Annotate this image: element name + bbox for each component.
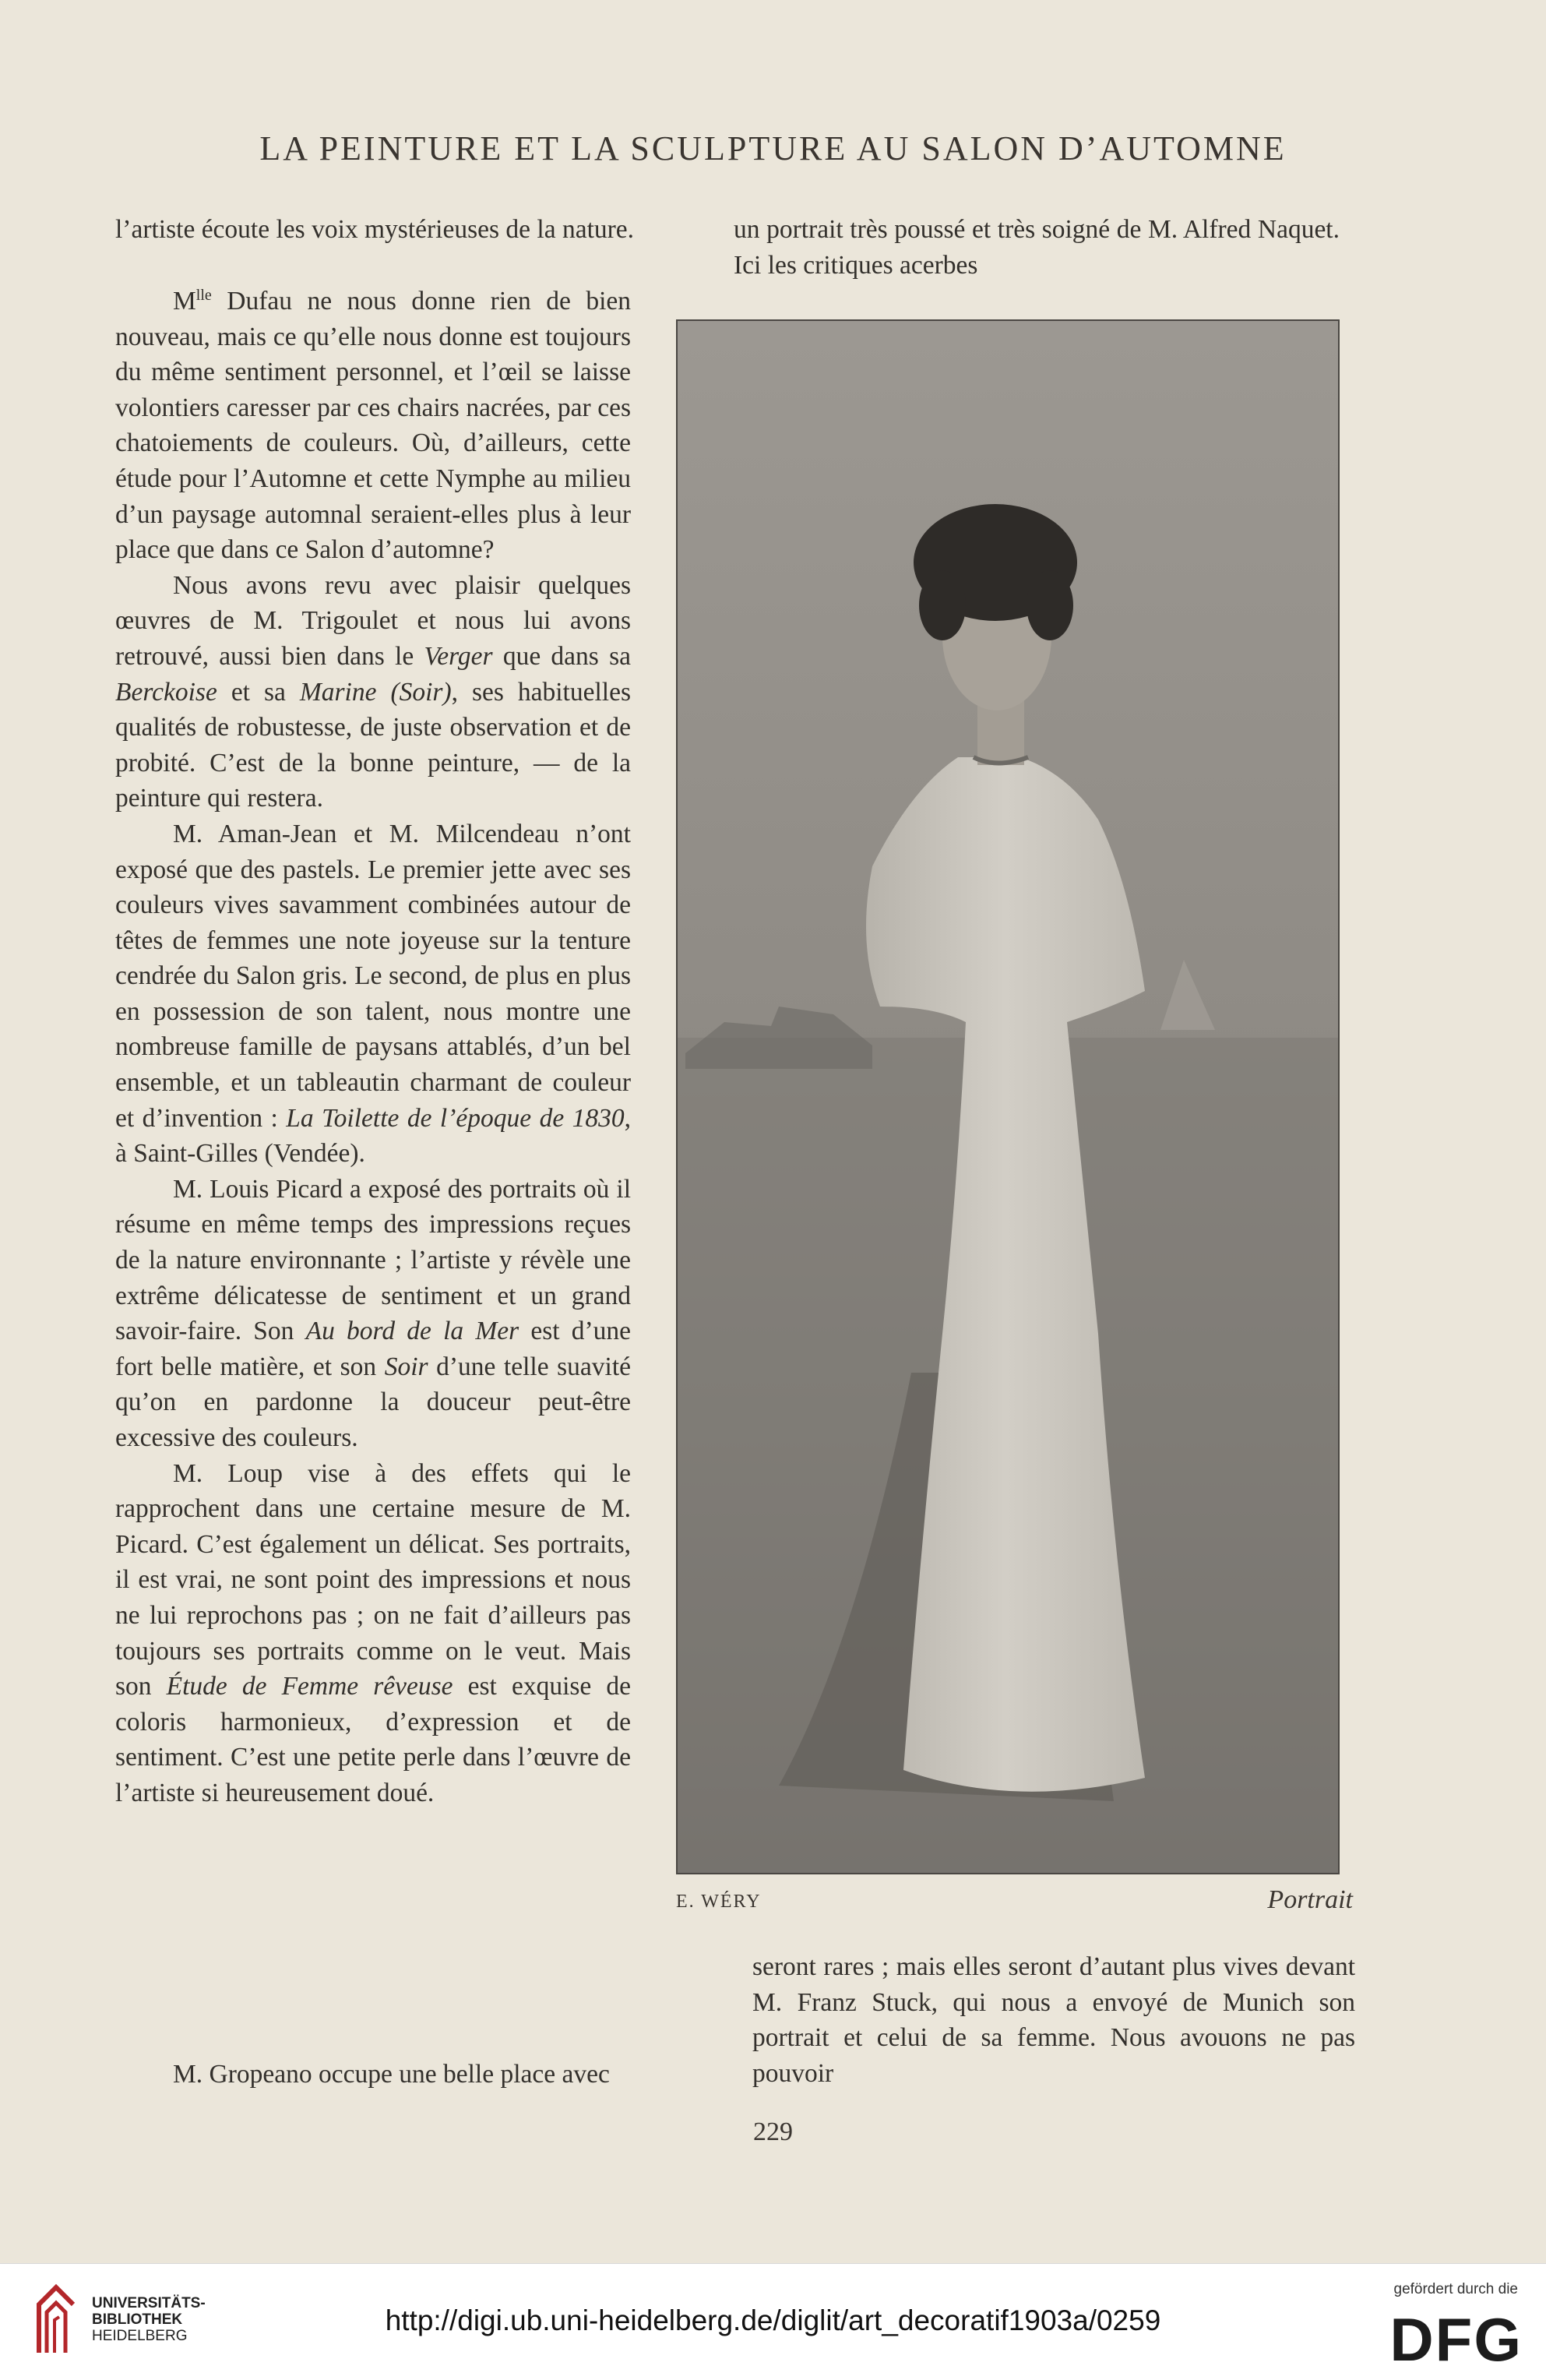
text-run: Nous avons revu avec plaisir quelques œuvres de M. Trigoulet et nous lui avons retrouvé, aussi bien dans le: [115, 570, 631, 671]
permalink[interactable]: http://digi.ub.uni-heidelberg.de/diglit/art_decoratif1903a/0259: [385, 2304, 1161, 2336]
dfg-logo: DFG: [1389, 2305, 1523, 2374]
paragraph-intro: l’artiste écoute les voix mystérieuses de la nature.: [115, 215, 635, 244]
paragraph-trigoulet: [115, 568, 631, 816]
text-run: est exquise de coloris harmonieux, d’expression et de sentiment. C’est une petite perle dans l’œuvre de l’artiste si heureusement doué.: [115, 1672, 631, 1807]
library-line: HEIDELBERG: [92, 2328, 188, 2344]
left-column: [115, 212, 713, 248]
paragraph-aman-jean: [115, 816, 631, 1172]
page-number: 229: [753, 2117, 793, 2146]
caption-title: Portrait: [1267, 1885, 1353, 1914]
artwork-title: La Toilette de l’époque de 1830: [286, 1103, 625, 1133]
library-line: BIBLIOTHEK: [92, 2311, 183, 2328]
text-run: que dans sa: [502, 641, 631, 671]
text-run: , à Saint-Gilles (Vendée).: [115, 1103, 632, 1169]
text-run: d’une telle suavité qu’on en pardonne la douceur peut-être excessive des couleurs.: [115, 1352, 632, 1452]
artwork-title: Marine (Soir): [299, 677, 452, 707]
text-run: , ses habituelles qualités de robustesse, de juste observation et de probité. C’est de la bonne peinture, — de la peinture qui restera.: [115, 677, 631, 813]
portrait-image: [678, 321, 1338, 1873]
artwork-title: Berckoise: [115, 677, 217, 707]
portrait-figure: [676, 319, 1340, 1874]
text-run: est d’une fort belle matière, et son: [115, 1317, 632, 1381]
title-prefix: M: [173, 287, 196, 316]
artwork-title: Étude de Femme rêveuse: [166, 1672, 453, 1701]
paragraph-dufau: [115, 284, 631, 568]
left-column-narrow: [115, 284, 631, 1811]
funder-note: gefördert durch die: [1393, 2281, 1518, 2297]
text-run: M. Louis Picard a exposé des portraits où il résume en même temps des impressions reçues de la nature environnante ; l’artiste y révèle une extrême délicatesse de sentiment et un grand savoir-faire. Son: [115, 1174, 631, 1346]
text-run: M. Loup vise à des effets qui le rapprochent dans une certaine mesure de M. Picard. C’est également un délicat. Ses portraits, il est vrai, ne sont point des impressions et nous ne lui reprochons pas ; on ne fait d’ailleurs pas toujours ses portraits comme on le veut. Mais son: [115, 1458, 631, 1701]
library-line: UNIVERSITÄTS-: [92, 2295, 206, 2311]
left-column-bottom: [115, 2057, 713, 2093]
text-run: M. Aman-Jean et M. Milcendeau n’ont exposé que des pastels. Le premier jette avec ses couleurs vives savamment combinées autour de têtes de femmes une note joyeuse sur la tenture cendrée du Salon gris. Le second, de plus en plus en possession de son talent, nous montre une nombreuse famille de paysans attablés, d’un bel ensemble, et un tableautin charmant de couleur et d’invention :: [115, 819, 631, 1133]
paragraph-picard: [115, 1172, 631, 1456]
artwork-title: Soir: [384, 1352, 428, 1381]
artwork-title: Verger: [424, 641, 493, 671]
caption-artist: E. WÉRY: [676, 1892, 762, 1912]
title-superscript: lle: [195, 287, 212, 304]
artwork-title: Au bord de la Mer: [305, 1317, 519, 1346]
paragraph-loup: [115, 1456, 631, 1811]
paragraph-gropeano: M. Gropeano occupe une belle place avec: [173, 2060, 610, 2089]
text-run: et sa: [231, 677, 286, 707]
right-column-bottom: [752, 1949, 1355, 2091]
paragraph-right-top: un portrait très poussé et très soigné de M. Alfred Naquet. Ici les critiques acerbes: [734, 215, 1340, 280]
right-column-top: [734, 212, 1340, 283]
paragraph-right-bottom: seront rares ; mais elles seront d’autant plus vives devant M. Franz Stuck, qui nous a envoyé de Munich son portrait et celui de sa femme. Nous avouons ne pas pouvoir: [752, 1952, 1355, 2088]
footer-bar: [0, 2263, 1546, 2380]
running-head: LA PEINTURE ET LA SCULPTURE AU SALON D’AUTOMNE: [259, 129, 1287, 167]
paragraph-dufau-text: Dufau ne nous donne rien de bien nouveau, mais ce qu’elle nous donne est toujours du même sentiment personnel, et l’œil se laisse volontiers caresser par ces chairs nacrées, par ces chatoiements de couleurs. Où, d’ailleurs, cette étude pour l’Automne et cette Nymphe au milieu d’un paysage automnal seraient-elles plus à leur place que dans ce Salon d’automne?: [115, 287, 632, 565]
